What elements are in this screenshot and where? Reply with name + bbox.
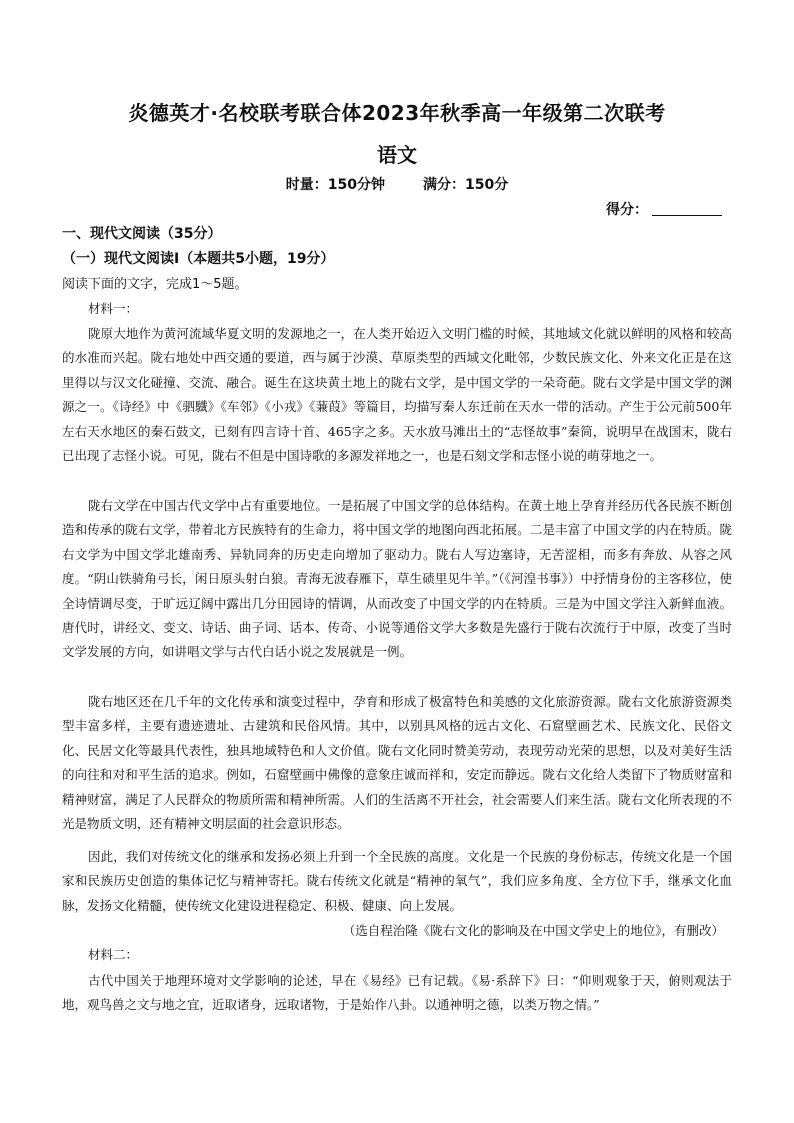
material1-paragraph: 陇右地区还在几千年的文化传承和演变过程中，孕育和形成了极富特色和美感的文化旅游资源。陇右文化旅游资源类型丰富多样，主要有遗迹遗址、古建筑和民俗风情。其中，以别具风格的远古文化、石窟壁画艺术、民族文化、民俗文化、民居文化等最具代表性，独具地域特色和人文价值。陇右文化同时赞美劳动，表现劳动光荣的思想，以及对美好生活的向往和对和平生活的追求。例如，石窟壁画中佛像的意象庄诚而祥和，安定而静远。陇右文化给人类留下了物质财富和精神财富，满足了人民群众的物质所需和精神所需。人们的生活离不开社会，社会需要人们来生活。陇右文化所表现的不光是物质文明，还有精神文明层面的社会意识形态。 (62, 694, 732, 832)
material2-paragraph: 古代中国关于地理环境对文学影响的论述，早在《易经》已有记载。《易·系辞下》曰：“仰则观象于天，俯则观法于地，观鸟兽之文与地之宜，近取诸身，远取诸物，于是始作八卦。以通神明之德，以类万物之情。” (62, 973, 732, 1013)
material2-label: 材料二： (88, 947, 139, 962)
material1-paragraph: 陇原大地作为黄河流域华夏文明的发源地之一，在人类开始迈入文明门槛的时候，其地域文化就以鲜明的风格和较高的水准而兴起。陇右地处中西交通的要道，西与属于沙漠、草原类型的西域文化毗邻，少数民族文化、外来文化正是在这里得以与汉文化碰撞、交流、融合。诞生在这块黄土地上的陇右文学，是中国文学的一朵奇葩。陇右文学是中国文学的渊源之一。《诗经》中《驷驖》《车邻》《小戎》《蒹葭》等篇目，均描写秦人东迁前在天水一带的活动。产生于公元前500年左右天水地区的秦石鼓文，已刻有四言诗十首、465字之多。天水放马滩出土的“志怪故事”秦简，说明早在战国末，陇右已出现了志怪小说。可见，陇右不但是中国诗歌的多源发祥地之一，也是石刻文学和志怪小说的萌芽地之一。 (62, 326, 732, 464)
time-label: 时量：150分钟 (285, 177, 385, 193)
subsection-heading: （一）现代文阅读Ⅰ（本题共5小题，19分） (62, 251, 335, 267)
material1-label: 材料一： (88, 301, 139, 316)
exam-title: 炎德英才·名校联考联合体2023年秋季高一年级第二次联考 (128, 101, 666, 125)
material1-source: （选自程治隆《陇右文化的影响及在中国文学史上的地位》，有删改） (342, 923, 724, 938)
material1-paragraph: 因此，我们对传统文化的继承和发扬必须上升到一个全民族的高度。文化是一个民族的身份标志，传统文化是一个国家和民族历史创造的集体记忆与精神寄托。陇右传统文化就是“精神的氧气”，我们应多角度、全方位下手，继承文化血脉，发扬文化精髓，使传统文化建设进程稳定、积极、健康、向上发展。 (62, 849, 732, 913)
time-score-info (0, 174, 794, 194)
material1-paragraph: 陇右文学在中国古代文学中占有重要地位。一是拓展了中国文学的总体结构。在黄土地上孕育并经历代各民族不断创造和传承的陇右文学，带着北方民族特有的生命力，将中国文学的地图向西北拓展。二是丰富了中国文学的内在特质。陇右文学为中国文学北雄南秀、异轨同奔的历史走向增加了驱动力。陇右人写边塞诗，无苦涩相，而多有奔放、从容之风度。“阴山铁骑角弓长，闲日原头射白狼。青海无波春雁下，草生碛里见牛羊。”（《河湟书事》）中抒情身份的主客移位，使全诗情调尽变，于旷远辽阔中露出几分田园诗的情调，从而改变了中国文学的内在特质。三是为中国文学注入新鲜血液。唐代时，讲经文、变文、诗话、曲子词、话本、传奇、小说等通俗文学大多数是先盛行于陇右次流行于中原，改变了当时文学发展的方向，如讲唱文学与古代白话小说之发展就是一例。 (62, 498, 732, 660)
section-heading: 一、现代文阅读（35分） (62, 226, 222, 242)
score-blank[interactable] (652, 201, 722, 216)
instruction-text: 阅读下面的文字，完成1～5题。 (62, 277, 248, 292)
score-field (606, 199, 722, 219)
total-score-label: 满分：150分 (423, 177, 509, 193)
subject-title: 语文 (377, 143, 417, 167)
score-field-label: 得分： (606, 202, 648, 218)
